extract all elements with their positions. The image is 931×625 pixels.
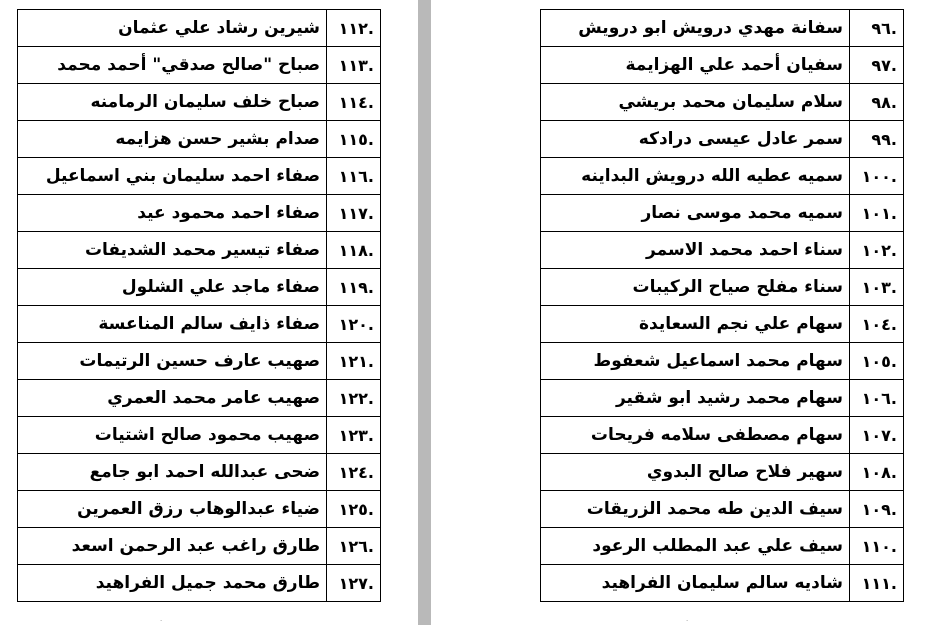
row-name: سمر عادل عيسى درادكه	[541, 121, 850, 158]
row-number: .١٢٠	[327, 306, 381, 343]
row-number: .١٢٢	[327, 380, 381, 417]
row-number: .١٢٧	[327, 565, 381, 602]
table-row	[541, 491, 904, 528]
table-row	[18, 491, 381, 528]
row-name: سلام سليمان محمد بريشي	[541, 84, 850, 121]
row-number: .٩٧	[850, 47, 904, 84]
row-name: سهام محمد رشيد ابو شقير	[541, 380, 850, 417]
table-row	[18, 84, 381, 121]
row-number: .١١٥	[327, 121, 381, 158]
row-name: سهام محمد اسماعيل شعفوط	[541, 343, 850, 380]
table-row	[541, 84, 904, 121]
row-number: .١٠١	[850, 195, 904, 232]
table-row	[18, 343, 381, 380]
row-name: ضياء عبدالوهاب رزق العمرين	[18, 491, 327, 528]
row-number: .١١٩	[327, 269, 381, 306]
table-row	[18, 47, 381, 84]
row-number: .١٠٧	[850, 417, 904, 454]
row-number: .١١٤	[327, 84, 381, 121]
table-row	[18, 417, 381, 454]
right-page	[431, 0, 931, 625]
table-row	[541, 10, 904, 47]
row-name: طارق محمد جميل الفراهيد	[18, 565, 327, 602]
row-name: صباح "صالح صدقي" أحمد محمد	[18, 47, 327, 84]
table-row	[18, 121, 381, 158]
row-number: .١١١	[850, 565, 904, 602]
row-name: سفيان أحمد علي الهزايمة	[541, 47, 850, 84]
row-name: صفاء ذايف سالم المناعسة	[18, 306, 327, 343]
table-row	[541, 343, 904, 380]
row-name: سفانة مهدي درويش ابو درويش	[541, 10, 850, 47]
row-number: .١٠٩	[850, 491, 904, 528]
row-name: شيرين رشاد علي عثمان	[18, 10, 327, 47]
row-name: ضحى عبدالله احمد ابو جامع	[18, 454, 327, 491]
names-table-left	[17, 9, 381, 602]
row-name: سيف الدين طه محمد الزريقات	[541, 491, 850, 528]
row-name: سيف علي عبد المطلب الرعود	[541, 528, 850, 565]
row-name: صهيب عامر محمد العمري	[18, 380, 327, 417]
row-number: .١١٦	[327, 158, 381, 195]
row-name: سهام علي نجم السعايدة	[541, 306, 850, 343]
row-number: .١٢٣	[327, 417, 381, 454]
row-number: .١١٢	[327, 10, 381, 47]
table-row	[541, 306, 904, 343]
row-number: .١٠٨	[850, 454, 904, 491]
table-row	[541, 232, 904, 269]
row-name: سهير فلاح صالح البدوي	[541, 454, 850, 491]
row-number: .١٠٢	[850, 232, 904, 269]
row-number: .٩٨	[850, 84, 904, 121]
names-table-right	[540, 9, 904, 602]
table-row	[541, 47, 904, 84]
left-page	[0, 0, 418, 625]
row-name: صفاء احمد محمود عيد	[18, 195, 327, 232]
table-row	[541, 269, 904, 306]
page-gutter	[418, 0, 431, 625]
row-name: صفاء احمد سليمان بني اسماعيل	[18, 158, 327, 195]
table-row	[541, 454, 904, 491]
row-number: .١٢٦	[327, 528, 381, 565]
table-row	[541, 158, 904, 195]
row-number: .١٠٦	[850, 380, 904, 417]
table-row	[541, 380, 904, 417]
row-name: صباح خلف سليمان الرمامنه	[18, 84, 327, 121]
table-row	[18, 232, 381, 269]
row-number: .١٠٣	[850, 269, 904, 306]
table-row	[541, 528, 904, 565]
row-number: .١٢١	[327, 343, 381, 380]
row-name: صدام بشير حسن هزايمه	[18, 121, 327, 158]
table-row	[18, 10, 381, 47]
row-number: .١٠٠	[850, 158, 904, 195]
row-name: صفاء ماجد علي الشلول	[18, 269, 327, 306]
page-footer-mark: ·	[160, 617, 163, 625]
row-name: سميه محمد موسى نصار	[541, 195, 850, 232]
table-row	[18, 528, 381, 565]
table-row	[18, 195, 381, 232]
table-row	[18, 269, 381, 306]
row-number: .١١٣	[327, 47, 381, 84]
table-row	[541, 565, 904, 602]
row-number: .٩٩	[850, 121, 904, 158]
row-number: .١١٨	[327, 232, 381, 269]
table-row	[18, 158, 381, 195]
table-row	[541, 195, 904, 232]
table-row	[541, 417, 904, 454]
row-number: .١١٠	[850, 528, 904, 565]
table-row	[541, 121, 904, 158]
row-number: .١١٧	[327, 195, 381, 232]
row-number: .١٠٤	[850, 306, 904, 343]
row-name: صهيب عارف حسين الرتيمات	[18, 343, 327, 380]
row-name: صفاء تيسير محمد الشديفات	[18, 232, 327, 269]
table-row	[18, 380, 381, 417]
row-name: سهام مصطفى سلامه فريحات	[541, 417, 850, 454]
row-number: .١٢٥	[327, 491, 381, 528]
row-number: .٩٦	[850, 10, 904, 47]
row-name: صهيب محمود صالح اشتيات	[18, 417, 327, 454]
table-row	[18, 306, 381, 343]
row-name: طارق راغب عبد الرحمن اسعد	[18, 528, 327, 565]
row-name: شاديه سالم سليمان الفراهيد	[541, 565, 850, 602]
row-number: .١٠٥	[850, 343, 904, 380]
row-name: سميه عطيه الله درويش البداينه	[541, 158, 850, 195]
row-name: سناء احمد محمد الاسمر	[541, 232, 850, 269]
table-row	[18, 454, 381, 491]
table-row	[18, 565, 381, 602]
page-footer-mark: ·	[686, 617, 689, 625]
row-name: سناء مفلح صياح الركيبات	[541, 269, 850, 306]
row-number: .١٢٤	[327, 454, 381, 491]
